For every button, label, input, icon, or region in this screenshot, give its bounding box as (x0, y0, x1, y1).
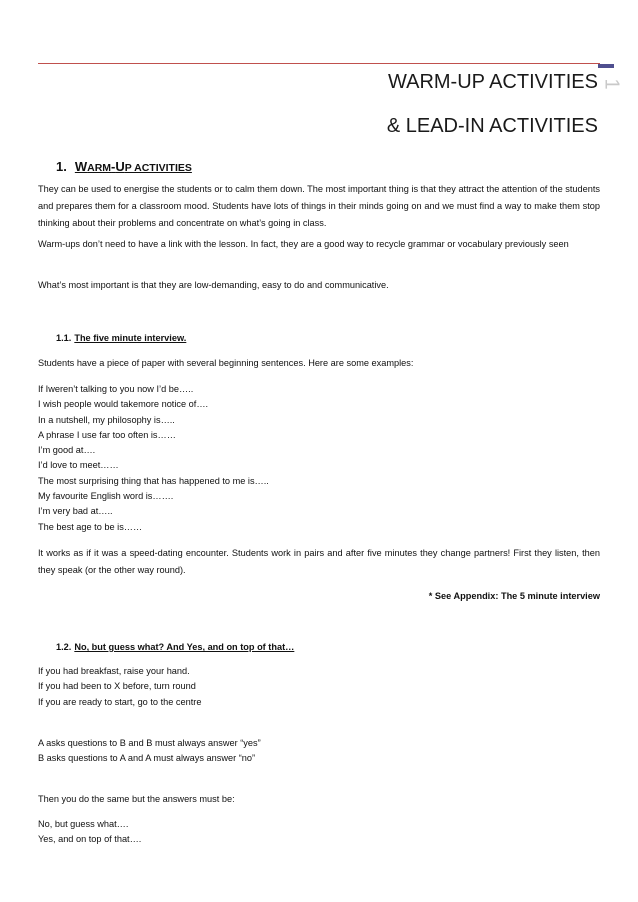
section-1-paragraph-1: They can be used to energise the students or to calm them down. The most important thing is that they attract the attention of the students and prepares them for a classroom mood. Students have lots of things in their minds going on and we must find a way to make them stop thinking about their problems and concentrate on what’s going in class. (38, 184, 600, 228)
example-sentences-list (38, 382, 269, 535)
section-1-paragraph-3: What’s most important is that they are low-demanding, easy to do and communicative. (38, 280, 389, 290)
header-rule (38, 63, 600, 64)
subsection-1-1-explanation: It works as if it was a speed-dating encounter. Students work in pairs and after five minutes they change partners! First they listen, then they speak (or the other way round). (38, 548, 600, 575)
subsection-1-2-heading (56, 640, 294, 654)
header-corner-mark (598, 64, 614, 68)
example-sentence: If Iweren’t talking to you now I’d be….. (38, 384, 194, 394)
subsection-1-1-number: 1.1. (56, 333, 72, 343)
section-1-title-initial-u: U (115, 159, 125, 174)
rule-item: A asks questions to B and B must always answer “yes” (38, 738, 261, 748)
rules-list (38, 736, 261, 767)
subsection-1-1-title: The five minute interview. (74, 333, 187, 343)
section-1-title (75, 159, 192, 174)
section-1-title-dash: - (111, 159, 116, 174)
then-instruction: Then you do the same but the answers must be: (38, 794, 235, 804)
example-sentence: I’d love to meet…… (38, 460, 119, 471)
section-1-paragraph-2: Warm-ups don’t need to have a link with the lesson. In fact, they are a good way to recycle grammar or vocabulary previously seen (38, 239, 569, 249)
example-sentence: The most surprising thing that has happened to me is….. (38, 475, 269, 486)
example-sentence: A phrase I use far too often is…… (38, 429, 176, 440)
section-1-heading (56, 159, 192, 176)
example-sentence: In a nutshell, my philosophy is….. (38, 414, 175, 425)
document-title-line-2: & LEAD-IN ACTIVITIES (386, 115, 598, 137)
subsection-1-2-title: No, but guess what? And Yes, and on top of that… (74, 642, 295, 652)
example-sentence: I’m good at…. (38, 445, 96, 456)
answer-item: Yes, and on top of that…. (38, 834, 142, 845)
example-sentence: My favourite English word is……. (38, 491, 174, 502)
example-sentence: I’m very bad at….. (38, 506, 113, 517)
section-1-number: 1. (56, 159, 67, 174)
answers-list (38, 817, 141, 848)
document-title-line-1: WARM-UP ACTIVITIES (387, 71, 598, 93)
section-1-title-part-1: ARM (87, 162, 112, 174)
page-number: 1 (600, 78, 623, 90)
answer-item: No, but guess what…. (38, 819, 129, 829)
command-item: If you are ready to start, go to the centre (38, 696, 202, 707)
command-item: If you had been to X before, turn round (38, 681, 196, 692)
rule-item: B asks questions to A and A must always answer “no” (38, 753, 256, 764)
section-1-title-part-2: P ACTIVITIES (124, 162, 192, 174)
subsection-1-1-heading (56, 331, 186, 345)
subsection-1-1-intro: Students have a piece of paper with several beginning sentences. Here are some examples: (38, 358, 414, 368)
section-1-title-initial-w: W (74, 159, 88, 174)
example-sentence: I wish people would takemore notice of…. (38, 399, 209, 410)
commands-list (38, 664, 201, 710)
command-item: If you had breakfast, raise your hand. (38, 666, 190, 676)
appendix-reference: * See Appendix: The 5 minute interview (428, 591, 600, 601)
subsection-1-2-number: 1.2. (56, 642, 72, 652)
example-sentence: The best age to be is…… (38, 521, 143, 532)
